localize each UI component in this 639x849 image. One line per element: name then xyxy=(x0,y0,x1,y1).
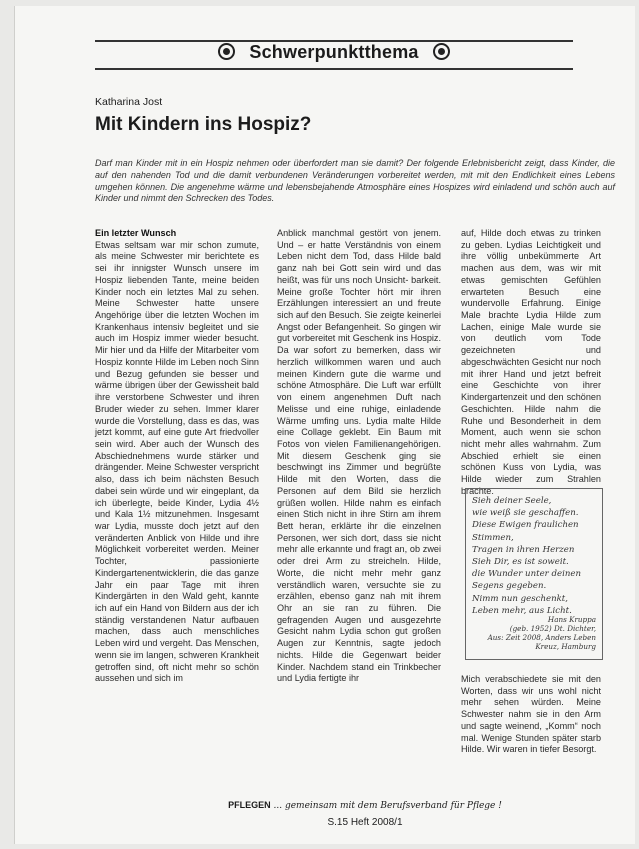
section-title-text: Schwerpunktthema xyxy=(249,42,419,62)
bullet-icon xyxy=(433,43,450,60)
column-1-text: Etwas seltsam war mir schon zumute, als meine Schwester mir berichtete es sei ihr innigster Wunsch unsere im Hospiz liebenden Tante, meine beiden Kinder noch ein letztes Mal zu sehen. Meine Schwester hatte unsere Angehörige über die letzten Wochen im Krankenhaus intensiv begleitet und sie auch im Hospiz immer wieder besucht. Mir hier und da Hilfe der Mitarbeiter vom Hospiz konnte Hilde im Leben noch Sinn und Bezug gefunden sie besser und wärme übrigen über der Gewissheit bald ihre verstorbene Schwester und ihren Bruder wieder zu sehen. Immer klarer wurde die Vorstellung, dass es das, was jetzt kommt, auf eine gute Art friedvoller sein wird. Aber auch der Wunsch des Abschiednehmens wurde stärker und drängender. Meine Schwester verspricht also, dass ich beim nächsten Besuch dabei sein würde und wir eingeplant, da ich überlegte, beide Kinder, Lydia 4½ und Kala 1½ mitzunehmen. Insgesamt war Lydia, musste doch jetzt auf den veränderten Anblick von Hilde und ihre Möglichkeit vorbereitet werden. Meiner Tochter, passionierte Kindergartenentwicklerin, die das ganze Jahr ein paar Tage mit ihren Kindergärten in den Wald geht, kannte ich auf ein Hand von Bildern aus der ich ständig verstandenen Natur aufbauen machen, dass auch menschliches Leben wird und vergeht. Das Menschen, wenn sie im langen, schweren Krankheit getroffen sind, oft nicht mehr so schön aussehen und sich im xyxy=(95,239,259,684)
column-3-text: auf, Hilde doch etwas zu trinken zu geben. Lydias Leichtigkeit und ihre völlig unbekümmerte Art machen aus dem, was wir mit etwas gemischten Gefühlen erwarteten Besuch eine wundervolle Erfahrung. Einige Male brachte Lydia Hilde zum Lachen, einige Male wurde sie von deutlich vom Tode gezeichneten und abgeschwächten Gesicht nur noch mit ihrer Hand und jetzt befreit eine Geschichte von ihrer Kindergartenzeit und den schönen Geschichten. Hilde nahm die Ruhe und Besonderheit in dem Moment, auch wenn sie schon nicht mehr alles wahrnahm. Zum Abschied erhielt sie einen schönen Kuss von Lydia, was Hilde wieder zum Strahlen brachte. xyxy=(461,228,601,496)
text-column-2 xyxy=(277,228,441,685)
poem-line: Tragen in ihren Herzen xyxy=(472,544,575,555)
author-name: Katharina Jost xyxy=(95,96,163,108)
poem-author: Hans Kruppa xyxy=(547,615,596,624)
text-column-1 xyxy=(95,228,259,685)
text-column-3 xyxy=(461,228,601,498)
poem-box xyxy=(465,488,603,660)
section-header xyxy=(95,38,573,74)
footer-slogan-line xyxy=(165,800,565,811)
column-3-closing-text: Mich verabschiedete sie mit den Worten, dass wir uns wohl nicht mehr sehen würden. Meine Schwester nahm sie in den Arm und sagte weinend, „Komm“ noch mal. Wenige Stunden später starb Hilde. Wir waren in tiefer Besorgt. xyxy=(461,674,601,755)
bullet-icon xyxy=(218,43,235,60)
header-rule-bottom xyxy=(95,68,573,70)
page-number: S.15 Heft 2008/1 xyxy=(327,817,403,828)
poem-signature xyxy=(488,615,596,651)
poem-source: Aus: Zeit 2008, Anders Leben xyxy=(487,633,596,642)
poem-line: die Wunder unter deinen xyxy=(472,569,581,580)
subheading: Ein letzter Wunsch xyxy=(95,228,177,238)
section-title xyxy=(95,42,573,63)
poem-line: Leben mehr, aus Licht. xyxy=(472,605,572,616)
poem-line: Diese Ewigen fraulichen Stimmen, xyxy=(472,520,579,543)
footer-brand: PFLEGEN xyxy=(228,800,271,810)
article-lead: Darf man Kinder mit in ein Hospiz nehmen oder überfordert man sie damit? Der folgende Erlebnisbericht zeigt, dass Kinder, die auf den nahenden Tod und die damit verbundenen Veränderungen vorbereitet werden, mit mit den Endlichkeit eines Lebens umgehen können. Die angenehme wärme und lebensbejahende Atmosphäre eines Hospizes wird einladend und schön auch auf Kinder und nimmt den Schrecken des Todes. xyxy=(95,158,615,204)
poem-line: Nimm nun geschenkt, xyxy=(472,593,568,604)
poem-line: wie weiß sie geschaffen. xyxy=(472,508,579,519)
article-title: Mit Kindern ins Hospiz? xyxy=(95,114,312,135)
poem-line: Segens gegeben. xyxy=(472,581,547,592)
poem-source: (geb. 1952) Dt. Dichter, xyxy=(509,624,596,633)
poem-source: Kreuz, Hamburg xyxy=(535,642,596,651)
footer-slogan: ... gemeinsam mit dem Berufsverband für Pflege ! xyxy=(273,801,502,811)
poem-line: Sieh Dir, es ist soweit. xyxy=(472,557,569,568)
page-sheet xyxy=(14,6,635,844)
poem-line: Sieh deiner Seele, xyxy=(472,496,552,506)
page-footer xyxy=(165,800,565,828)
column-2-text: Anblick manchmal gestört von jenem. Und – er hatte Verständnis von einem Leben nicht dem Tod, dass Hilde bald ganz nah bei Gott sein wird und das heißt, was für uns noch Unsicht- barkeit. Meine große Tochter hört mir ihren Erzählungen interessiert an und freute sich auf den Besuch. Sie zeigte keinerlei Angst oder Befangenheit. So gingen wir gut vorbereitet mit Geschenk ins Hospiz. Da war sofort zu bemerken, dass wir herzlich willkommen waren und auch meinen Kindern gute die warme und schöne Atmosphäre. Die Luft war erfüllt von einem angenehmen Duft nach Melisse und eine ruhige, einladende Wärme umfing uns. Lydia malte Hilde eine Collage geklebt. Ein Baum mit Fotos von vielen Familienangehörigen. Mit diesem Geschenk ging sie beschwingt ins Zimmer und begrüßte Hilde mit den Worten, dass die Personen auf dem Bild sie herzlich grüßen wollen. Hilde nahm es einfach einen Stich nicht in ihre Stirn am ihrem Bett heran, erklärte ihr die einzelnen Personen, wer sich dort, dass sie nicht mehr alle erkannte und fragt an, ob zwei oder drei Arm zu streicheln. Hilde, Worte, die nicht mehr mehr ganz verständlich waren, versuchte sie zu erzählen, ebenso ganz nah mit ihrem Ohr an sie ran zu führen. Die gefragenden Augen und ausgezehrte Gesicht nahm Lydia schon gut großen Augen zur Kenntnis, sagte jedoch nichts. Hilde die Gegenwart beider Kinder. Nachdem stand ein Trinkbecher und Lydia fertigte ihr xyxy=(277,228,441,684)
